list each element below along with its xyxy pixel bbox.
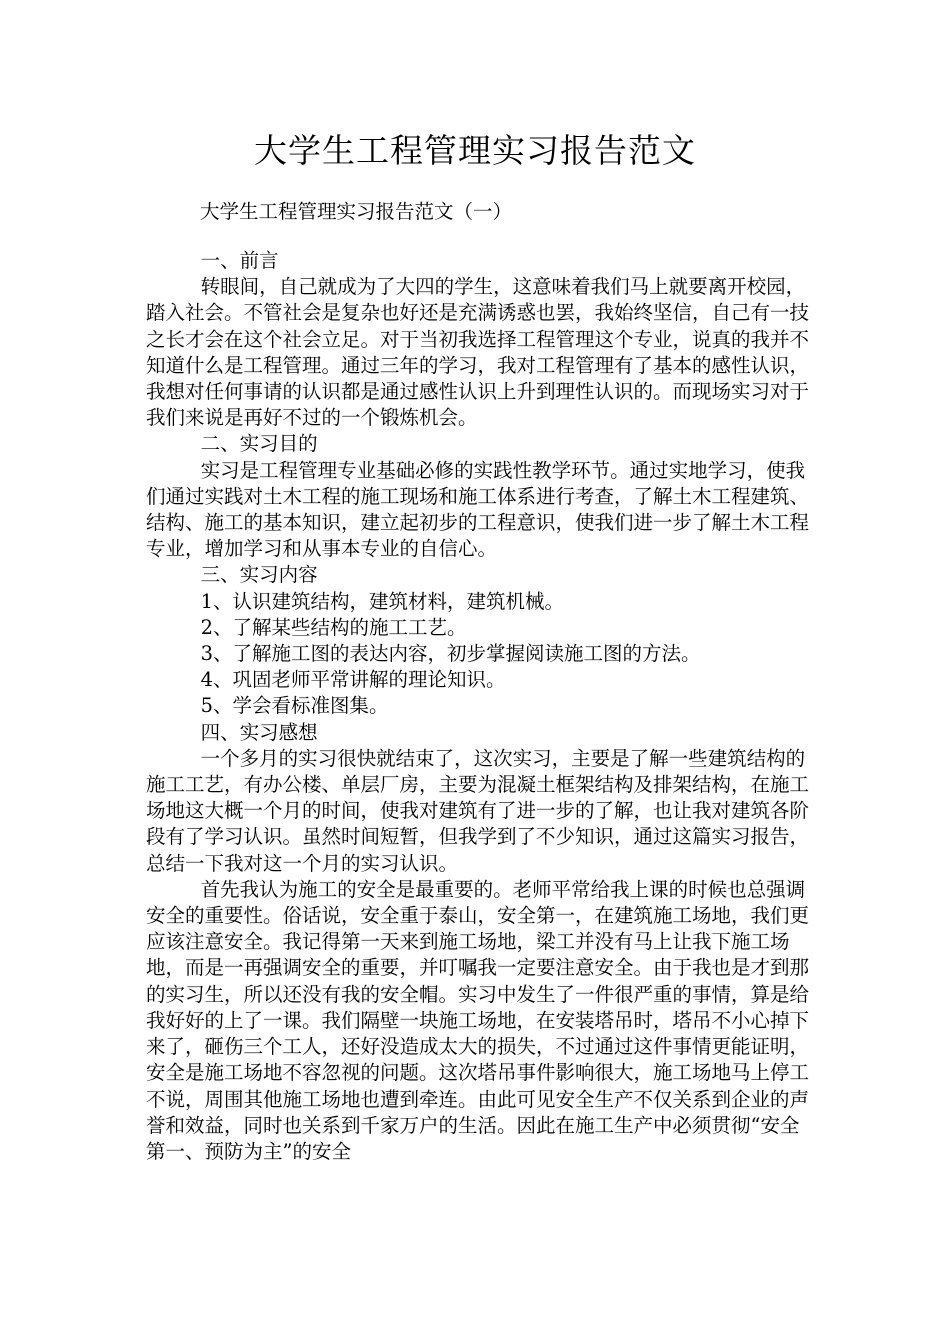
list-item: 3、了解施工图的表达内容，初步掌握阅读施工图的方法。 [200,642,701,666]
list-item: 2、了解某些结构的施工工艺。 [200,615,467,639]
document-subtitle: 大学生工程管理实习报告范文（一） [200,200,513,223]
section-heading-purpose: 二、实习目的 [200,432,318,456]
page-title: 大学生工程管理实习报告范文 [254,131,696,170]
section-heading-preface: 一、前言 [200,249,279,272]
section-heading-reflection: 四、实习感想 [200,720,318,744]
document-body [146,248,810,1165]
paragraph-preface: 转眼间，自己就成为了大四的学生，这意味着我们马上就要离开校园，踏入社会。不管社会是复杂也好还是充满诱惑也罢，我始终坚信，自己有一技之长才会在这个社会立足。对于当初我选择工程管理这个专业，说真的我并不知道什么是工程管理。通过三年的学习，我对工程管理有了基本的感性认识，我想对任何事请的认识都是通过感性认识上升到理性认识的。而现场实习对于我们来说是再好不过的一个锻炼机会。 [146,275,810,430]
section-heading-content: 三、实习内容 [200,563,318,587]
paragraph-reflection-1: 一个多月的实习很快就结束了，这次实习，主要是了解一些建筑结构的施工工艺，有办公楼、单层厂房，主要为混凝土框架结构及排架结构，在施工场地这大概一个月的时间，使我对建筑有了进一步的了解，也让我对建筑各阶段有了学习认识。虽然时间短暂，但我学到了不少知识，通过这篇实习报告，总结一下我对这一个月的实习认识。 [146,746,810,875]
paragraph-purpose: 实习是工程管理专业基础必修的实践性教学环节。通过实地学习，使我们通过实践对土木工程的施工现场和施工体系进行考查，了解土木工程建筑、结构、施工的基本知识，建立起初步的工程意识，使我们进一步了解土木工程专业，增加学习和从事本专业的自信心。 [146,458,810,561]
list-item: 5、学会看标准图集。 [200,694,389,718]
list-item: 4、巩固老师平常讲解的理论知识。 [200,668,506,692]
list-item: 1、认识建筑结构，建筑材料，建筑机械。 [200,589,565,613]
paragraph-reflection-2: 首先我认为施工的安全是最重要的。老师平常给我上课的时候也总强调安全的重要性。俗话说，安全重于泰山，安全第一，在建筑施工场地，我们更应该注意安全。我记得第一天来到施工场地，梁工并没有马上让我下施工场地，而是一再强调安全的重要，并叮嘱我一定要注意安全。由于我也是才到那的实习生，所以还没有我的安全帽。实习中发生了一件很严重的事情，算是给我好好的上了一课。我们隔壁一块施工场地，在安装塔吊时，塔吊不小心掉下来了，砸伤三个工人，还好没造成太大的损失，不过通过这件事情更能证明，安全是施工场地不容忽视的问题。这次塔吊事件影响很大，施工场地马上停工不说，周围其他施工场地也遭到牵连。由此可见安全生产不仅关系到企业的声誉和效益，同时也关系到千家万户的生活。因此在施工生产中必须贯彻“安全第一、预防为主”的安全 [146,877,810,1163]
